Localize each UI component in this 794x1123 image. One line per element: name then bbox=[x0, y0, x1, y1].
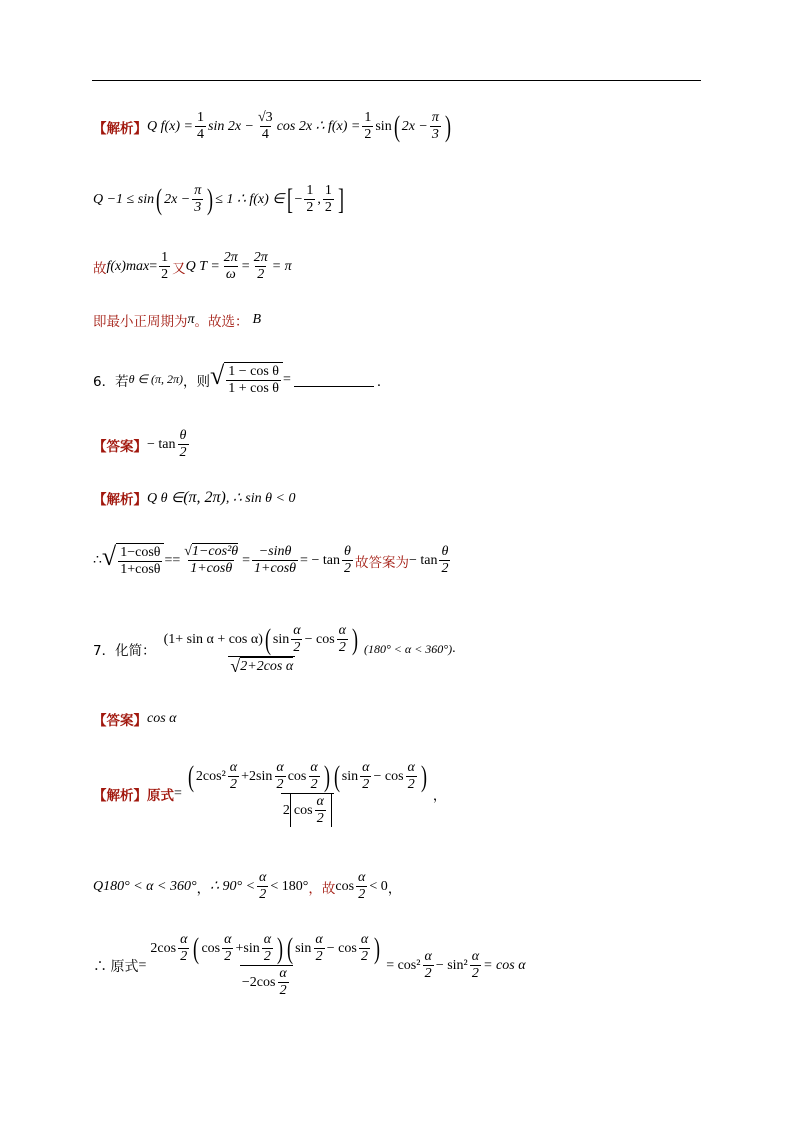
math-text: ∴ 90° < bbox=[210, 879, 256, 894]
analysis-line-2 bbox=[93, 183, 346, 216]
answer-7 bbox=[93, 709, 177, 729]
sqrt: √ $\frac{\text{1 − cos θ}}{\text{1 + cos θ}}$ bbox=[210, 362, 283, 397]
fraction: 2cos $\frac{\alpha}{2}$ ( cos $\frac{\alpha}{2}$ +sin $\frac{\alpha}{2}$ ) ( sin $\frac{\alpha}{2}$ − cos $\frac{\alpha}{2}$ ) −2cos $\frac{\alpha}{2}$ bbox=[150, 931, 381, 998]
text: 故 bbox=[93, 260, 107, 277]
text: ，则 bbox=[182, 373, 210, 390]
math-text: θ ∈ (π, 2π) bbox=[128, 372, 183, 386]
sqrt: √ $\frac{1-\cos\theta}{1+\cos\theta}$ bbox=[102, 543, 165, 578]
math-text: Q180° < α < 360° bbox=[93, 878, 197, 894]
math-text: = − tan bbox=[300, 552, 340, 568]
text: ． bbox=[376, 373, 391, 390]
fraction: (1+ sin α + cos α) ( sin $\frac{\alpha}{2}$ − cos $\frac{\alpha}{2}$ ) √ 2+2cos α bbox=[163, 622, 359, 676]
subscript: max bbox=[125, 258, 150, 274]
math-text: cos bbox=[335, 878, 355, 894]
math-text: < 0 bbox=[369, 878, 388, 894]
fraction: $\frac{\alpha}{2}$ bbox=[259, 870, 267, 902]
fraction: ( 2cos² $\frac{\alpha}{2}$ +2sin $\frac{\alpha}{2}$ cos $\frac{\alpha}{2}$ ) ( sin $\frac{\alpha}{2}$ − cos $\frac{\alpha}{2}$ ) 2 cos $\frac{\alpha}{2}$ bbox=[187, 759, 427, 826]
math-text: , bbox=[317, 191, 321, 207]
bracket-left: [ bbox=[286, 182, 293, 216]
fraction: $\frac{\pi}{3}$ bbox=[431, 110, 439, 142]
text: 。故选： bbox=[194, 314, 249, 330]
math-text: − tan bbox=[408, 552, 438, 568]
math-text: ∴ 原式 bbox=[93, 959, 139, 975]
question-number: 6．若 bbox=[93, 373, 129, 390]
fraction: $\frac{\alpha}{2}$ bbox=[471, 949, 480, 981]
fraction: $\frac{1}{2}$ bbox=[364, 110, 372, 142]
analysis-6-line-2 bbox=[93, 543, 452, 578]
math-text: Q T = bbox=[185, 258, 220, 274]
math-text: < 180° bbox=[270, 878, 309, 894]
math-text: 2x − bbox=[164, 191, 191, 207]
paren-left: ( bbox=[156, 182, 163, 216]
text: 又 bbox=[172, 260, 186, 277]
math-text: == bbox=[164, 552, 181, 568]
analysis-tag: 【解析】 bbox=[93, 120, 147, 137]
text: ， bbox=[432, 787, 447, 804]
analysis-tag: 【解析】原式 bbox=[93, 787, 174, 804]
fraction: $\frac{1}{4}$ bbox=[197, 110, 204, 142]
answer-tag: 【答案】 bbox=[93, 438, 147, 455]
math-text: π bbox=[187, 312, 195, 327]
paren-right: ) bbox=[444, 109, 451, 143]
math-text: cos 2x ∴ f(x) = bbox=[276, 119, 361, 134]
analysis-line-3 bbox=[93, 250, 292, 283]
fraction: $\frac{1}{2}$ bbox=[306, 183, 314, 215]
math-text: sin bbox=[375, 118, 392, 134]
bracket-right: ] bbox=[337, 182, 344, 216]
fraction: $\frac{√3}{4}$ bbox=[258, 110, 273, 142]
math-text: = bbox=[138, 957, 147, 973]
analysis-6-line-1 bbox=[93, 488, 295, 508]
math-text: = bbox=[242, 552, 251, 568]
fraction: $\frac{1-\cos\theta}{1+\cos\theta}$ bbox=[120, 545, 161, 577]
fraction: $\frac{-\sin\theta}{1+\cos\theta}$ bbox=[254, 544, 297, 576]
fraction: $\frac{1}{2}$ bbox=[161, 250, 169, 282]
math-text: = bbox=[174, 785, 182, 801]
text: ，故 bbox=[308, 880, 336, 897]
math-text: − sin² bbox=[435, 957, 468, 973]
fraction: $\frac{\theta}{2}$ bbox=[179, 428, 187, 460]
question-number: 7．化简： bbox=[93, 643, 156, 659]
math-text: = bbox=[283, 371, 291, 387]
fraction: $\frac{1}{2}$ bbox=[324, 183, 332, 215]
fraction: $\frac{\theta}{2}$ bbox=[343, 544, 351, 576]
answer-letter: B bbox=[252, 312, 262, 327]
math-text: cos α bbox=[147, 711, 177, 726]
math-text: Q −1 ≤ sin bbox=[93, 191, 155, 207]
math-text: = cos α bbox=[483, 957, 526, 973]
paren-left: ( bbox=[393, 109, 400, 143]
math-text: sin 2x − bbox=[208, 118, 254, 134]
text: 即最小正周期为 bbox=[93, 314, 188, 330]
analysis-line-4 bbox=[93, 310, 261, 330]
fraction: $\frac{\text{√1−cos²θ}}{1+\cos\theta}$ bbox=[184, 544, 239, 576]
analysis-7-line-2 bbox=[93, 870, 401, 903]
paren-right: ) bbox=[207, 182, 214, 216]
math-text: = π bbox=[271, 258, 292, 274]
analysis-7-line-1 bbox=[93, 760, 446, 827]
fraction: $\frac{\alpha}{2}$ bbox=[424, 949, 432, 981]
header-rule bbox=[92, 80, 701, 81]
fraction: $\frac{\alpha}{2}$ bbox=[358, 870, 366, 902]
text: ， bbox=[387, 880, 402, 897]
math-text: − tan bbox=[147, 436, 176, 452]
math-text: (π, 2π) bbox=[183, 489, 226, 506]
math-text: f(x) bbox=[106, 258, 126, 274]
answer-6 bbox=[93, 428, 191, 461]
math-text: (180° < α < 360°) bbox=[364, 641, 453, 656]
text: ， bbox=[196, 880, 211, 897]
fraction: $\frac{\pi}{3}$ bbox=[194, 183, 202, 215]
fraction: $\frac{2\pi}{\omega}$ bbox=[223, 250, 238, 282]
fraction: $\frac{\theta}{2}$ bbox=[441, 544, 449, 576]
math-text: Q f(x) = bbox=[147, 118, 193, 134]
math-text: ≤ 1 ∴ f(x) ∈ bbox=[215, 192, 285, 207]
question-7 bbox=[93, 623, 456, 675]
answer-tag: 【答案】 bbox=[93, 713, 147, 729]
math-text: Q θ ∈ bbox=[147, 490, 184, 506]
math-text: = bbox=[241, 258, 250, 274]
math-text: ∴ bbox=[93, 553, 102, 568]
text: . bbox=[452, 641, 456, 656]
math-text: − bbox=[294, 191, 303, 207]
fraction: $\frac{\text{1 − cos θ}}{\text{1 + cos θ}}$ bbox=[228, 364, 280, 396]
math-text: , ∴ sin θ < 0 bbox=[225, 490, 296, 506]
math-text: = bbox=[149, 258, 158, 274]
answer-blank bbox=[294, 372, 374, 387]
analysis-tag: 【解析】 bbox=[93, 492, 147, 508]
text: 故答案为 bbox=[354, 554, 409, 571]
math-text: = cos² bbox=[386, 957, 421, 973]
analysis-line-1 bbox=[93, 110, 453, 143]
math-text: 2x − bbox=[401, 118, 428, 134]
fraction: $\frac{2\pi}{2}$ bbox=[253, 250, 268, 282]
question-6 bbox=[93, 362, 390, 397]
analysis-7-line-3 bbox=[93, 932, 526, 999]
